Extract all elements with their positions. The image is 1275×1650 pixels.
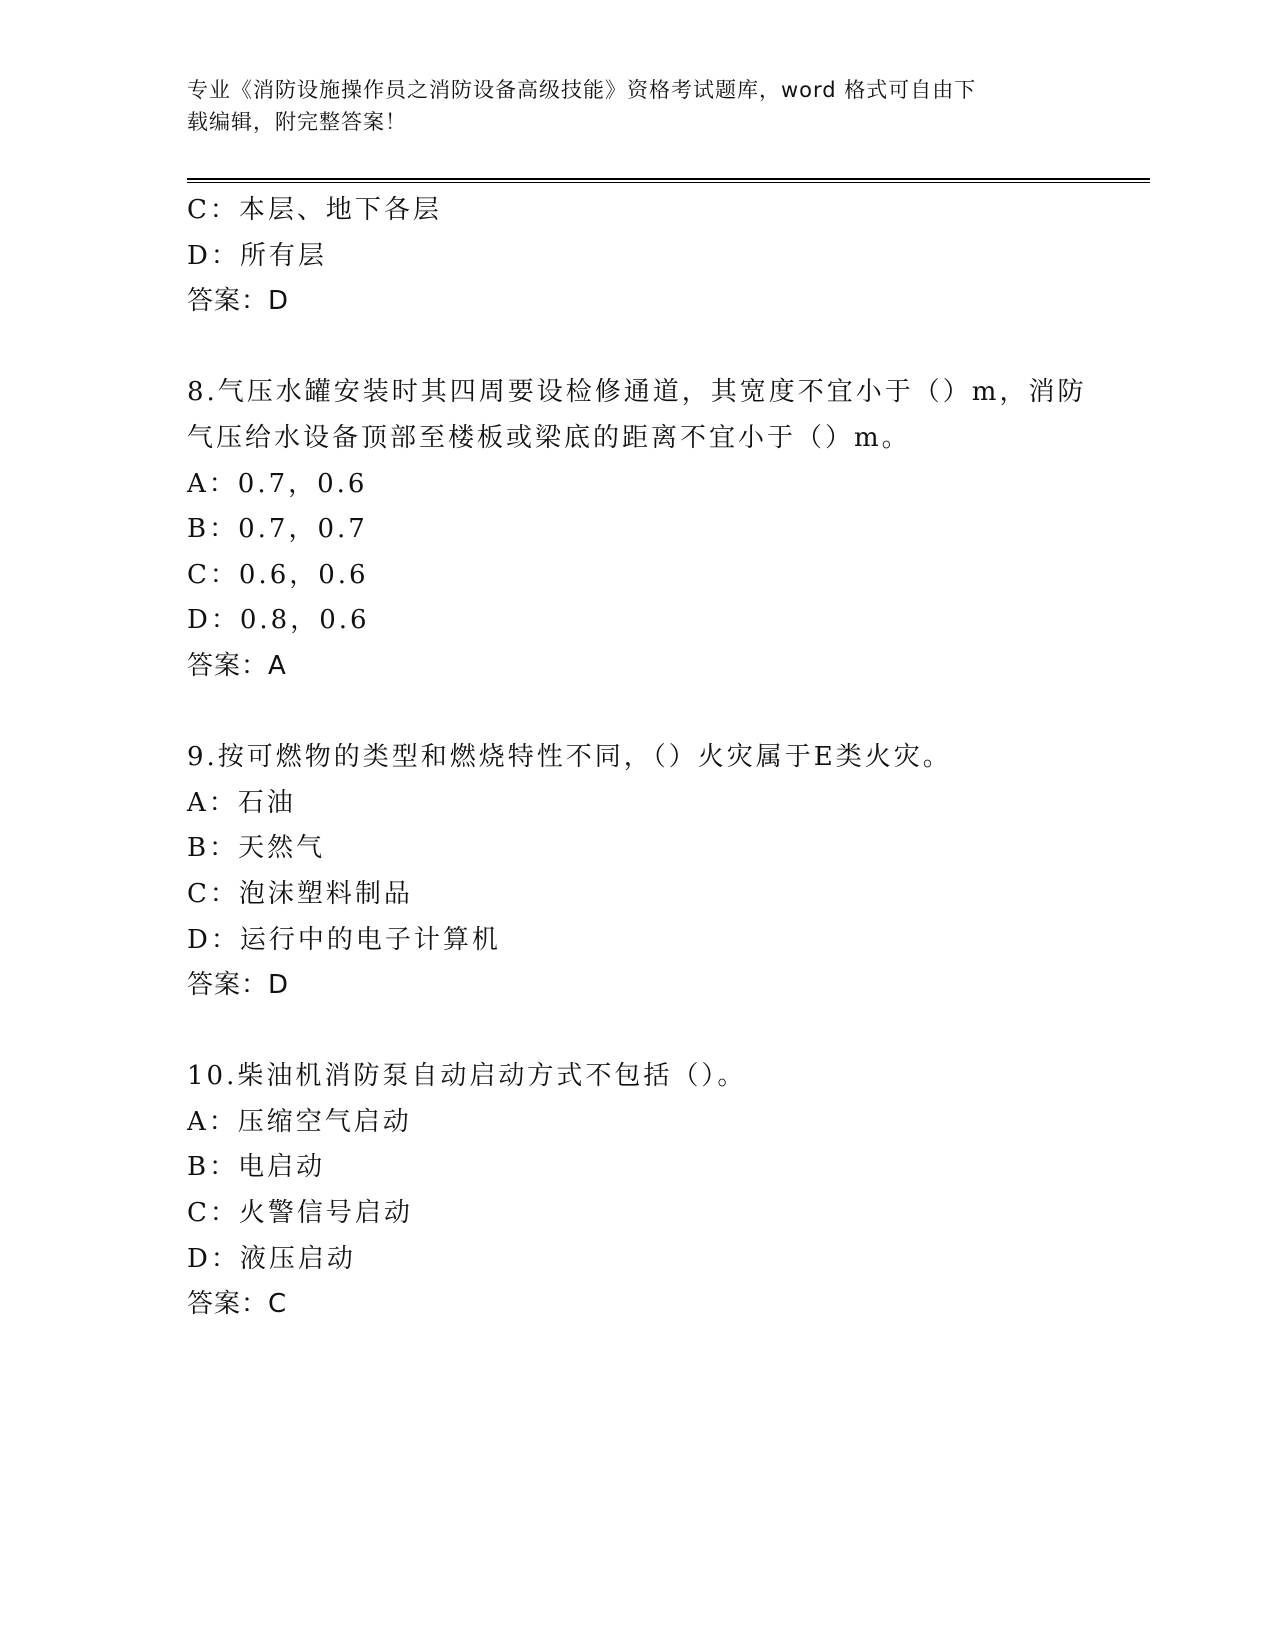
question-content — [187, 188, 1087, 1328]
option-a: A：压缩空气启动 — [187, 1106, 412, 1137]
option-d: D：0.8，0.6 — [187, 605, 370, 636]
question-stem-line-1: 8.气压水罐安装时其四周要设检修通道，其宽度不宜小于（）m，消防 — [187, 377, 1087, 408]
page-header — [187, 74, 1067, 138]
question-10 — [187, 1054, 1087, 1328]
answer-line: 答案：D — [187, 970, 290, 1001]
header-rule-thick — [187, 178, 1150, 180]
option-a: A：0.7，0.6 — [187, 468, 368, 499]
question-stem: 10.柴油机消防泵自动启动方式不包括（）。 — [187, 1061, 747, 1092]
option-a: A：石油 — [187, 787, 296, 818]
answer-line: 答案：D — [187, 286, 290, 317]
option-d: D：液压启动 — [187, 1243, 356, 1274]
question-carryover — [187, 188, 1087, 325]
spacer — [187, 1009, 1087, 1055]
answer-line: 答案：A — [187, 650, 287, 681]
option-b: B：电启动 — [187, 1152, 326, 1183]
question-stem-line-2: 气压给水设备顶部至楼板或梁底的距离不宜小于（）m。 — [187, 422, 911, 453]
spacer — [187, 325, 1087, 371]
option-d: D：所有层 — [187, 240, 327, 271]
option-c: C：本层、地下各层 — [187, 195, 442, 225]
question-9 — [187, 735, 1087, 1009]
header-text-line-2: 载编辑，附完整答案！ — [187, 110, 407, 134]
header-rule-thin — [187, 182, 1150, 183]
option-b: B：天然气 — [187, 833, 326, 864]
answer-line: 答案：C — [187, 1289, 288, 1320]
option-b: B：0.7，0.7 — [187, 514, 368, 545]
option-c: C：泡沫塑料制品 — [187, 878, 413, 909]
option-c: C：0.6，0.6 — [187, 559, 369, 590]
option-c: C：火警信号启动 — [187, 1198, 413, 1229]
question-8 — [187, 370, 1087, 689]
option-d: D：运行中的电子计算机 — [187, 924, 501, 955]
header-text-line-1: 专业《消防设施操作员之消防设备高级技能》资格考试题库，word 格式可自由下 — [187, 78, 977, 102]
question-stem: 9.按可燃物的类型和燃烧特性不同，（）火灾属于E类火灾。 — [187, 742, 952, 773]
spacer — [187, 690, 1087, 736]
